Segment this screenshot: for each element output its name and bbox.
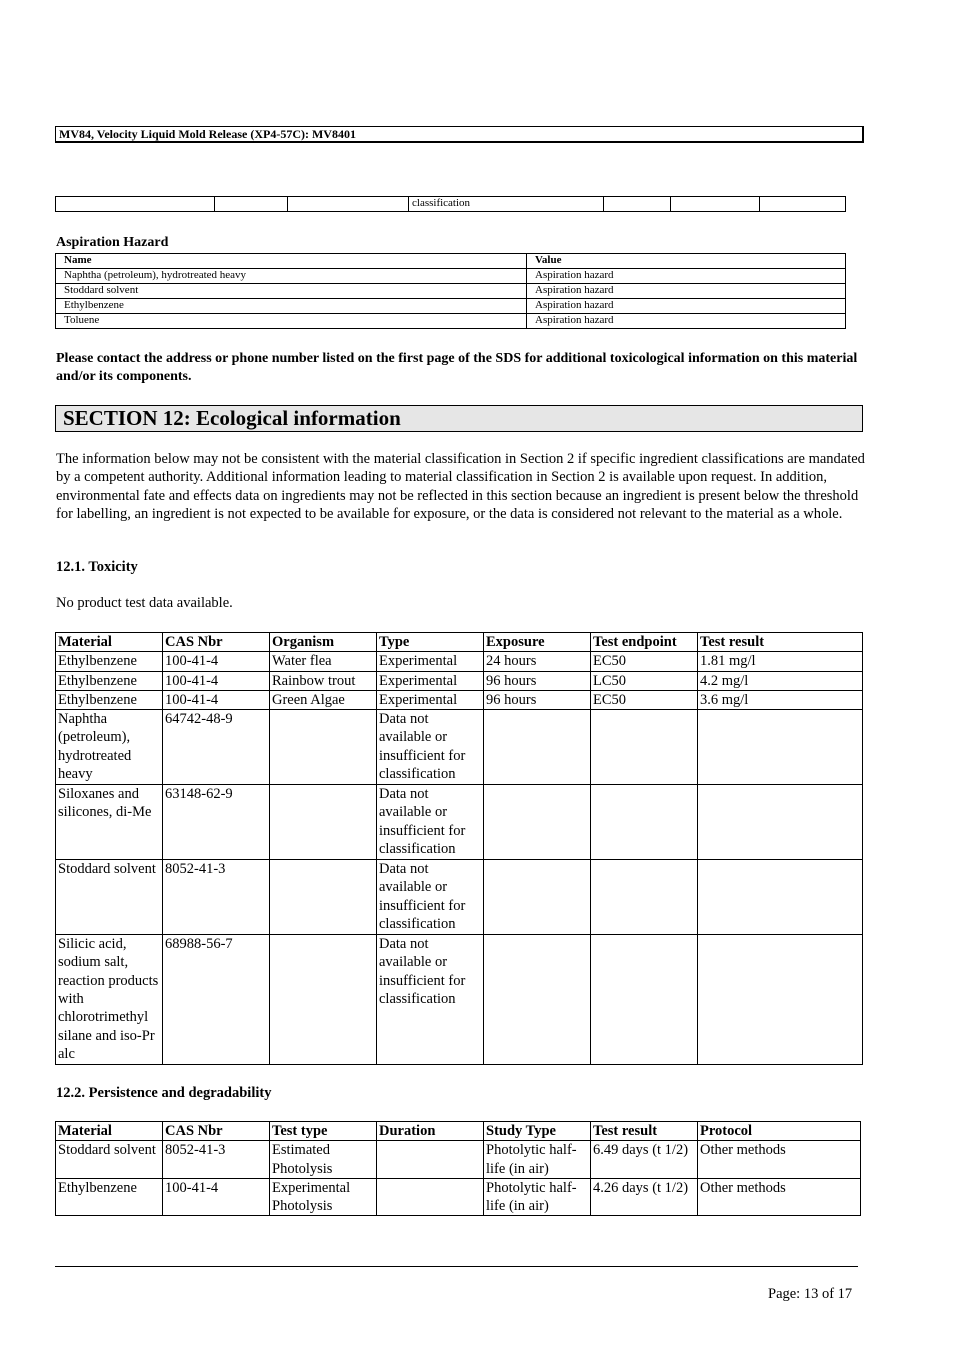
cont-cell [671, 197, 760, 212]
contact-note: Please contact the address or phone number listed on the first page of the SDS for additional toxicological information on this material and/or its components. [56, 351, 858, 384]
table-cell: 100-41-4 [163, 652, 270, 671]
table-cell: Ethylbenzene [56, 652, 163, 671]
page-number: Page: 13 of 17 [768, 1286, 853, 1302]
table-row [56, 785, 863, 860]
section-12-intro: The information below may not be consistent with the material classification in Section 2 if specific ingredient classifications are mandated by a competent authority. Additional information leading to material classification in Section 2 is available upon request. In addition, environmental fate and effects data on ingredients may not be reflected in this section because an ingredient is present below the threshold for labelling, an ingredient is not expected to be available for exposure, or the data is considered not relevant to the material as a whole. [56, 451, 865, 522]
table-cell: Ethylbenzene [56, 671, 163, 690]
cont-cell: classification [409, 197, 604, 212]
column-header: Material [56, 633, 163, 652]
aspiration-title: Aspiration Hazard [56, 235, 169, 250]
cont-cell [760, 197, 846, 212]
table-row [56, 284, 846, 299]
table-cell [591, 710, 698, 785]
cont-cell [604, 197, 671, 212]
table-cell: 63148-62-9 [163, 785, 270, 860]
column-header: Value [527, 254, 846, 269]
table-cell [698, 785, 863, 860]
table-cell: Data not available or insufficient for classification [377, 935, 484, 1065]
table-cell: 3.6 mg/l [698, 690, 863, 709]
table-row [56, 1141, 861, 1179]
table-row [56, 1178, 861, 1216]
table-cell: 8052-41-3 [163, 860, 270, 935]
table-cell: 100-41-4 [163, 671, 270, 690]
table-cell: Silicic acid, sodium salt, reaction products with chlorotrimethyl silane and iso-Pr alc [56, 935, 163, 1065]
table-cell: Stoddard solvent [56, 1141, 163, 1179]
cont-cell [56, 197, 215, 212]
table-cell [591, 785, 698, 860]
table-row [56, 935, 863, 1065]
table-cell: Photolytic half-life (in air) [484, 1141, 591, 1179]
table-cell: LC50 [591, 671, 698, 690]
table-row [56, 269, 846, 284]
table-cell: EC50 [591, 652, 698, 671]
table-cell: Aspiration hazard [527, 284, 846, 299]
table-cell [484, 785, 591, 860]
table-cell [484, 710, 591, 785]
table-cell: Green Algae [270, 690, 377, 709]
column-header: Duration [377, 1122, 484, 1141]
table-cell: Naphtha (petroleum), hydrotreated heavy [56, 710, 163, 785]
table-cell: 4.2 mg/l [698, 671, 863, 690]
table-row [56, 690, 863, 709]
toxicity-table [55, 632, 863, 1065]
column-header: Exposure [484, 633, 591, 652]
table-cell: 24 hours [484, 652, 591, 671]
table-cell [591, 935, 698, 1065]
column-header: Name [56, 254, 527, 269]
column-header: Protocol [698, 1122, 861, 1141]
table-cell [270, 710, 377, 785]
table-cell: Aspiration hazard [527, 299, 846, 314]
table-cell: 8052-41-3 [163, 1141, 270, 1179]
toxicity-title: 12.1. Toxicity [56, 559, 138, 575]
table-cell: Aspiration hazard [527, 269, 846, 284]
table-row [56, 860, 863, 935]
table-cell: Ethylbenzene [56, 299, 527, 314]
table-cell [270, 785, 377, 860]
column-header: Test result [591, 1122, 698, 1141]
table-cell: Experimental [377, 671, 484, 690]
table-cell: Experimental [377, 690, 484, 709]
table-cell [698, 935, 863, 1065]
column-header: Test endpoint [591, 633, 698, 652]
table-cell: Stoddard solvent [56, 860, 163, 935]
table-cell: Ethylbenzene [56, 690, 163, 709]
column-header: Test type [270, 1122, 377, 1141]
table-cell: Naphtha (petroleum), hydrotreated heavy [56, 269, 527, 284]
column-header: Type [377, 633, 484, 652]
toxicity-note: No product test data available. [56, 595, 233, 611]
column-header: CAS Nbr [163, 1122, 270, 1141]
column-header: CAS Nbr [163, 633, 270, 652]
table-cell: Siloxanes and silicones, di-Me [56, 785, 163, 860]
table-cell: Data not available or insufficient for classification [377, 860, 484, 935]
table-cell: Data not available or insufficient for classification [377, 785, 484, 860]
table-cell: EC50 [591, 690, 698, 709]
cont-cell [215, 197, 288, 212]
table-cell: Photolytic half-life (in air) [484, 1178, 591, 1216]
column-header: Organism [270, 633, 377, 652]
table-cell: 64742-48-9 [163, 710, 270, 785]
table-row [56, 314, 846, 329]
table-cell [698, 710, 863, 785]
table-cell: Ethylbenzene [56, 1178, 163, 1216]
table-cell: Other methods [698, 1141, 861, 1179]
persistence-table [55, 1121, 861, 1216]
table-cell [484, 860, 591, 935]
table-cell: 96 hours [484, 690, 591, 709]
column-header: Study Type [484, 1122, 591, 1141]
table-cell [377, 1178, 484, 1216]
table-cell: Stoddard solvent [56, 284, 527, 299]
table-cell: 1.81 mg/l [698, 652, 863, 671]
table-cell: Other methods [698, 1178, 861, 1216]
continued-table-row [55, 196, 846, 212]
table-cell: 100-41-4 [163, 690, 270, 709]
column-header: Test result [698, 633, 863, 652]
table-cell [377, 1141, 484, 1179]
table-cell [698, 860, 863, 935]
aspiration-table [55, 253, 846, 329]
section-12-title: SECTION 12: Ecological information [55, 405, 863, 432]
cont-cell [288, 197, 409, 212]
table-cell: 4.26 days (t 1/2) [591, 1178, 698, 1216]
persistence-title: 12.2. Persistence and degradability [56, 1085, 272, 1101]
table-row [56, 652, 863, 671]
table-cell [591, 860, 698, 935]
table-cell: Rainbow trout [270, 671, 377, 690]
table-cell: Water flea [270, 652, 377, 671]
table-cell: 68988-56-7 [163, 935, 270, 1065]
document-header: MV84, Velocity Liquid Mold Release (XP4-57C): MV8401 [55, 126, 864, 143]
table-cell: 6.49 days (t 1/2) [591, 1141, 698, 1179]
table-cell: 100-41-4 [163, 1178, 270, 1216]
table-cell: 96 hours [484, 671, 591, 690]
table-row [56, 710, 863, 785]
table-cell: Experimental [377, 652, 484, 671]
table-row [56, 671, 863, 690]
table-row [56, 299, 846, 314]
column-header: Material [56, 1122, 163, 1141]
table-cell: Toluene [56, 314, 527, 329]
table-cell: Aspiration hazard [527, 314, 846, 329]
table-cell [270, 860, 377, 935]
table-cell: Experimental Photolysis [270, 1178, 377, 1216]
table-cell [270, 935, 377, 1065]
table-cell: Data not available or insufficient for classification [377, 710, 484, 785]
table-cell: Estimated Photolysis [270, 1141, 377, 1179]
table-cell [484, 935, 591, 1065]
footer-divider [55, 1266, 858, 1267]
